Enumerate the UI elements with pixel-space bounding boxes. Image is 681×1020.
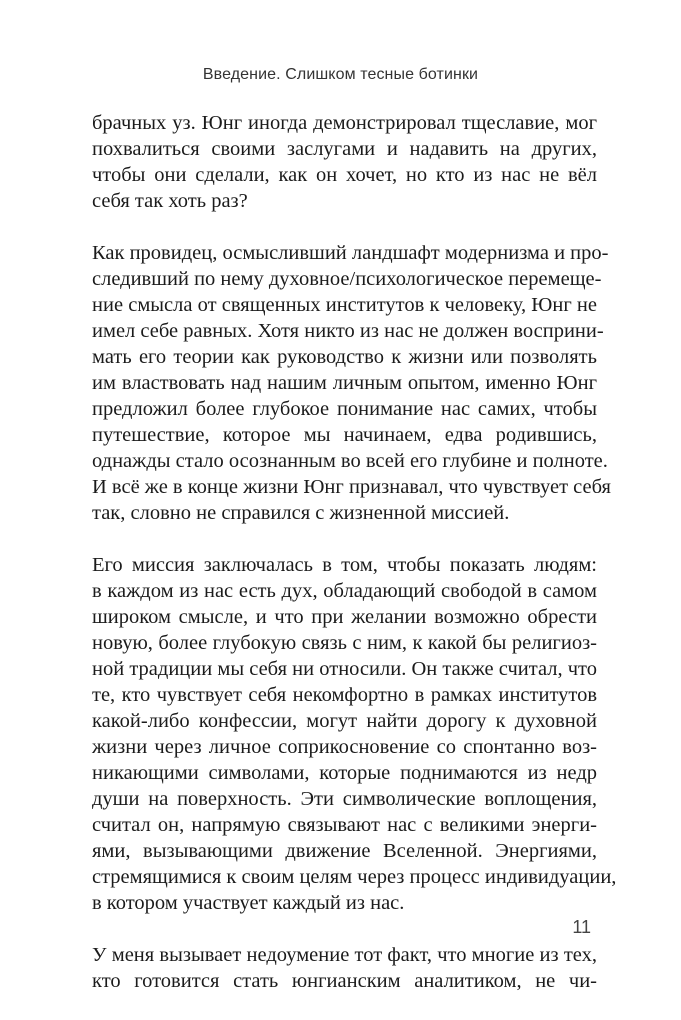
- text-line: предложил более глубокое понимание нас самих, чтобы: [92, 398, 597, 420]
- text-line: Как провидец, осмысливший ландшафт модернизма и про-: [92, 242, 609, 264]
- paragraph: [92, 552, 617, 916]
- text-line: в каждом из нас есть дух, обладающий свободой в самом: [92, 580, 597, 602]
- text-line: ние смысла от священных институтов к человеку, Юнг не: [92, 294, 597, 316]
- paragraph: [92, 240, 611, 526]
- text-line: имел себе равных. Хотя никто из нас не должен восприни-: [92, 320, 604, 342]
- body-text: [92, 110, 617, 1020]
- text-line: Его миссия заключалась в том, чтобы показать людям:: [92, 554, 597, 576]
- text-line: похвалиться своими заслугами и надавить на других,: [92, 138, 597, 160]
- text-line: стремящимися к своим целям через процесс индивидуации,: [92, 866, 617, 888]
- text-line: так, словно не справился с жизненной миссией.: [92, 502, 510, 524]
- text-line: никающими символами, которые поднимаются из недр: [92, 762, 597, 784]
- text-line: души на поверхность. Эти символические воплощения,: [92, 788, 597, 810]
- text-line: мать его теории как руководство к жизни или позволять: [92, 346, 597, 368]
- text-line: И всё же в конце жизни Юнг признавал, что чувствует себя: [92, 476, 611, 498]
- text-line: кто готовится стать юнгианским аналитиком, не чи-: [92, 970, 597, 992]
- text-line: У меня вызывает недоумение тот факт, что многие из тех,: [92, 944, 597, 966]
- text-line: в котором участвует каждый из нас.: [92, 892, 405, 914]
- text-line: брачных уз. Юнг иногда демонстрировал тщеславие, мог: [92, 112, 597, 134]
- page-number: 11: [572, 917, 591, 937]
- text-line: широком смысле, и что при желании возможно обрести: [92, 606, 597, 628]
- running-header: Введение. Слишком тесные ботинки: [202, 66, 479, 83]
- paragraph: [92, 110, 597, 214]
- text-line: чтобы они сделали, как он хочет, но кто из нас не вёл: [92, 164, 597, 186]
- text-line: им властвовать над нашим личным опытом, именно Юнг: [92, 372, 597, 394]
- text-line: следивший по нему духовное/психологическое перемеще-: [92, 268, 602, 290]
- text-line: те, кто чувствует себя некомфортно в рамках институтов: [92, 684, 597, 706]
- text-line: жизни через личное соприкосновение со спонтанно воз-: [92, 736, 597, 758]
- text-line: какой-либо конфессии, могут найти дорогу к духовной: [92, 710, 597, 732]
- text-line: себя так хоть раз?: [92, 190, 248, 212]
- text-line: ной традиции мы себя ни относили. Он также считал, что: [92, 658, 597, 680]
- text-line: ями, вызывающими движение Вселенной. Энергиями,: [92, 840, 597, 862]
- paragraph: [92, 942, 597, 994]
- text-line: новую, более глубокую связь с ним, к какой бы религиоз-: [92, 632, 597, 654]
- text-line: считал он, напрямую связывают нас с великими энерги-: [92, 814, 597, 836]
- text-line: путешествие, которое мы начинаем, едва родившись,: [92, 424, 597, 446]
- text-line: однажды стало осознанным во всей его глубине и полноте.: [92, 450, 608, 472]
